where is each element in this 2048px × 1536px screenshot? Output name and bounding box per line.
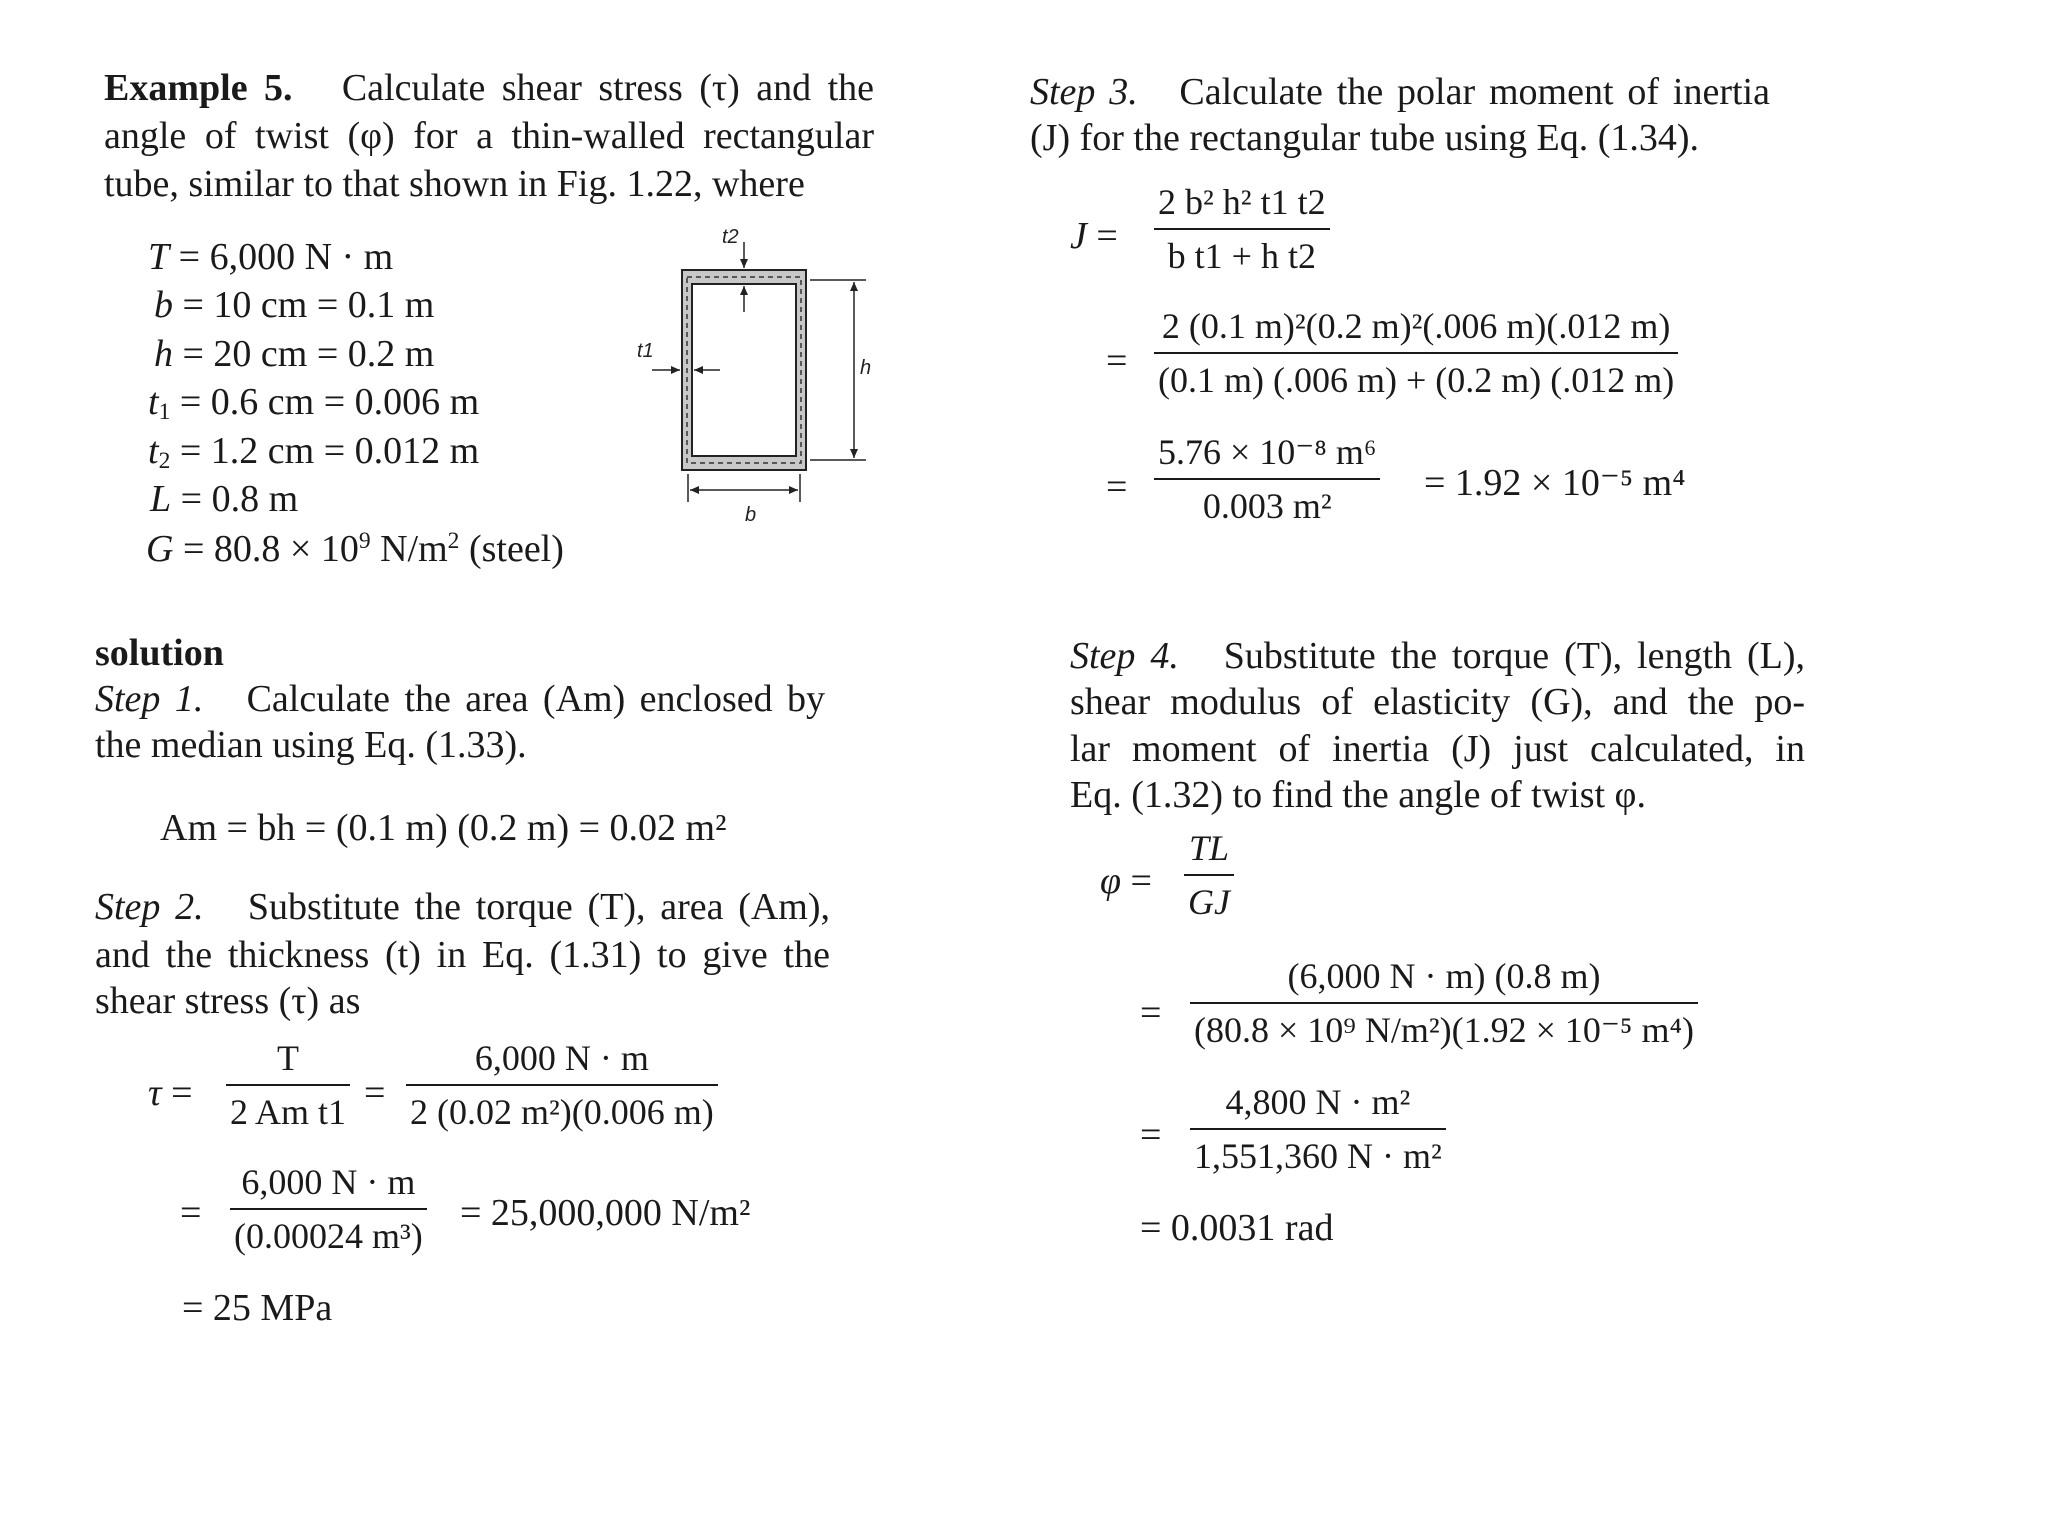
phi-fraction-2-numerator: (6,000 N · m) (0.8 m): [1287, 956, 1601, 996]
tau-result: = 25,000,000 N/m²: [460, 1192, 751, 1234]
given-t2: [148, 428, 479, 474]
phi-fraction-3-denominator: 1,551,360 N · m²: [1194, 1136, 1442, 1176]
solution-heading-text: solution: [95, 632, 224, 674]
given-value: = 0.8 m: [180, 478, 299, 520]
j-fraction-3-numerator: 5.76 × 10⁻⁸ m⁶: [1158, 432, 1377, 472]
equals-sign: =: [1140, 992, 1162, 1034]
example-intro-line-3: tube, similar to that shown in Fig. 1.22, where: [104, 163, 805, 205]
phi-fraction-3: [1190, 1080, 1446, 1178]
given-unit: N/m: [370, 528, 448, 570]
j-fraction-3: [1154, 430, 1380, 528]
phi-fraction-2-denominator: (80.8 × 10⁹ N/m²)(1.92 × 10⁻⁵ m⁴): [1194, 1010, 1695, 1050]
given-symbol: t: [148, 430, 159, 472]
step3-label: Step 3.: [1030, 71, 1138, 113]
tau-fraction-2-denominator: 2 (0.02 m²)(0.006 m): [410, 1092, 714, 1132]
step4-label: Step 4.: [1070, 635, 1179, 677]
step4-text: [1070, 633, 1805, 679]
step2-text: [95, 884, 830, 930]
step4-text-line-1: Substitute the torque (T), length (L),: [1223, 635, 1805, 677]
tau-fraction-3: [230, 1160, 427, 1258]
given-width: [154, 282, 434, 328]
example-intro-line-2: angle of twist (φ) for a thin-walled rectangular: [104, 115, 874, 157]
phi-fraction-2: [1190, 954, 1698, 1052]
tau-fraction-2: [406, 1036, 718, 1134]
tau-fraction-1-denominator: 2 Am t1: [230, 1092, 347, 1132]
given-value: = 10 cm = 0.1 m: [182, 284, 435, 326]
rectangular-tube-figure: [630, 220, 890, 520]
equals-sign: =: [1140, 1114, 1162, 1156]
example-intro-line-1: Calculate shear stress (τ) and the: [341, 67, 874, 109]
step2-text-3: [95, 978, 360, 1024]
step4-text-line-3: lar moment of inertia (J) just calculated, in: [1070, 728, 1805, 770]
figure-label-t1: t1: [637, 340, 654, 362]
given-length: [150, 476, 298, 522]
step4-text-2: [1070, 679, 1805, 725]
tau-symbol: τ =: [148, 1072, 193, 1114]
tau-fraction-2-numerator: 6,000 N · m: [474, 1038, 649, 1078]
given-height: [154, 331, 434, 377]
given-value: = 6,000 N · m: [178, 236, 394, 278]
equals-sign: =: [364, 1072, 386, 1114]
example-intro-2: [104, 113, 874, 159]
tau-fraction-3-numerator: 6,000 N · m: [241, 1162, 416, 1202]
figure-label-t2: t2: [722, 226, 739, 248]
given-exponent-2: 2: [447, 528, 460, 555]
solution-heading: [95, 630, 224, 676]
phi-fraction-1: [1184, 826, 1234, 924]
phi-final: = 0.0031 rad: [1140, 1207, 1334, 1249]
phi-symbol: φ =: [1100, 860, 1152, 902]
given-material: (steel): [459, 528, 564, 570]
given-symbol: L: [150, 478, 172, 520]
given-shear-modulus: [146, 526, 564, 572]
j-result: = 1.92 × 10⁻⁵ m⁴: [1424, 462, 1686, 504]
given-value: = 20 cm = 0.2 m: [182, 333, 435, 375]
step1-label: Step 1.: [95, 678, 204, 720]
given-value: = 80.8 × 10: [182, 528, 359, 570]
j-symbol: J =: [1070, 215, 1118, 257]
j-fraction-2-numerator: 2 (0.1 m)²(0.2 m)²(.006 m)(.012 m): [1161, 306, 1671, 346]
step3-text-line-2: (J) for the rectangular tube using Eq. (1.34).: [1030, 117, 1700, 159]
step4-text-4: [1070, 772, 1646, 818]
step1-text-line-2: the median using Eq. (1.33).: [95, 724, 527, 766]
step2-text-line-1: Substitute the torque (T), area (Am),: [247, 886, 831, 928]
example-intro-3: [104, 161, 805, 207]
given-t1: [148, 379, 479, 425]
given-symbol: b: [154, 284, 173, 326]
given-value: = 1.2 cm = 0.012 m: [179, 430, 480, 472]
tau-final: = 25 MPa: [182, 1287, 333, 1329]
figure-label-b: b: [745, 504, 757, 526]
tau-fraction-3-denominator: (0.00024 m³): [234, 1216, 423, 1256]
given-symbol: h: [154, 333, 173, 375]
given-symbol: G: [146, 528, 174, 570]
equals-sign: =: [1106, 340, 1128, 382]
example-intro: [104, 65, 874, 111]
step4-text-line-4: Eq. (1.32) to find the angle of twist φ.: [1070, 774, 1646, 816]
step2-text-line-2: and the thickness (t) in Eq. (1.31) to give the: [95, 934, 830, 976]
step1-text-line-1: Calculate the area (Am) enclosed by: [246, 678, 825, 720]
j-fraction-1-numerator: 2 b² h² t1 t2: [1158, 182, 1326, 222]
step1-text-2: [95, 722, 527, 768]
given-subscript: 2: [158, 448, 171, 475]
step2-text-line-3: shear stress (τ) as: [95, 980, 361, 1022]
phi-fraction-1-denominator: GJ: [1188, 882, 1230, 922]
tau-fraction-1-numerator: T: [277, 1038, 299, 1078]
given-exponent: 9: [358, 528, 371, 555]
j-fraction-2-denominator: (0.1 m) (.006 m) + (0.2 m) (.012 m): [1158, 360, 1675, 400]
step2-label: Step 2.: [95, 886, 204, 928]
step3-text: [1030, 69, 1770, 115]
j-fraction-3-denominator: 0.003 m²: [1202, 486, 1332, 526]
phi-fraction-1-numerator: TL: [1188, 828, 1230, 868]
j-fraction-2: [1154, 304, 1678, 402]
given-symbol: T: [148, 236, 170, 278]
figure-label-h: h: [860, 357, 872, 379]
phi-fraction-3-numerator: 4,800 N · m²: [1225, 1082, 1411, 1122]
tau-fraction-1: [226, 1036, 350, 1134]
step1-text: [95, 676, 825, 722]
j-fraction-1-denominator: b t1 + h t2: [1167, 236, 1316, 276]
given-subscript: 1: [158, 399, 171, 426]
step4-text-3: [1070, 726, 1805, 772]
step1-equation: [160, 805, 726, 851]
step3-text-2: [1030, 115, 1699, 161]
step2-text-2: [95, 932, 830, 978]
given-torque: [148, 234, 393, 280]
step3-text-line-1: Calculate the polar moment of inertia: [1179, 71, 1770, 113]
equals-sign: =: [180, 1192, 202, 1234]
given-value: = 0.6 cm = 0.006 m: [179, 381, 480, 423]
given-symbol: t: [148, 381, 159, 423]
step1-equation-text: Am = bh = (0.1 m) (0.2 m) = 0.02 m²: [160, 807, 727, 849]
example-label: Example 5.: [104, 67, 293, 109]
equals-sign: =: [1106, 466, 1128, 508]
j-fraction-1: [1154, 180, 1330, 278]
step4-text-line-2: shear modulus of elasticity (G), and the po-: [1070, 681, 1805, 723]
